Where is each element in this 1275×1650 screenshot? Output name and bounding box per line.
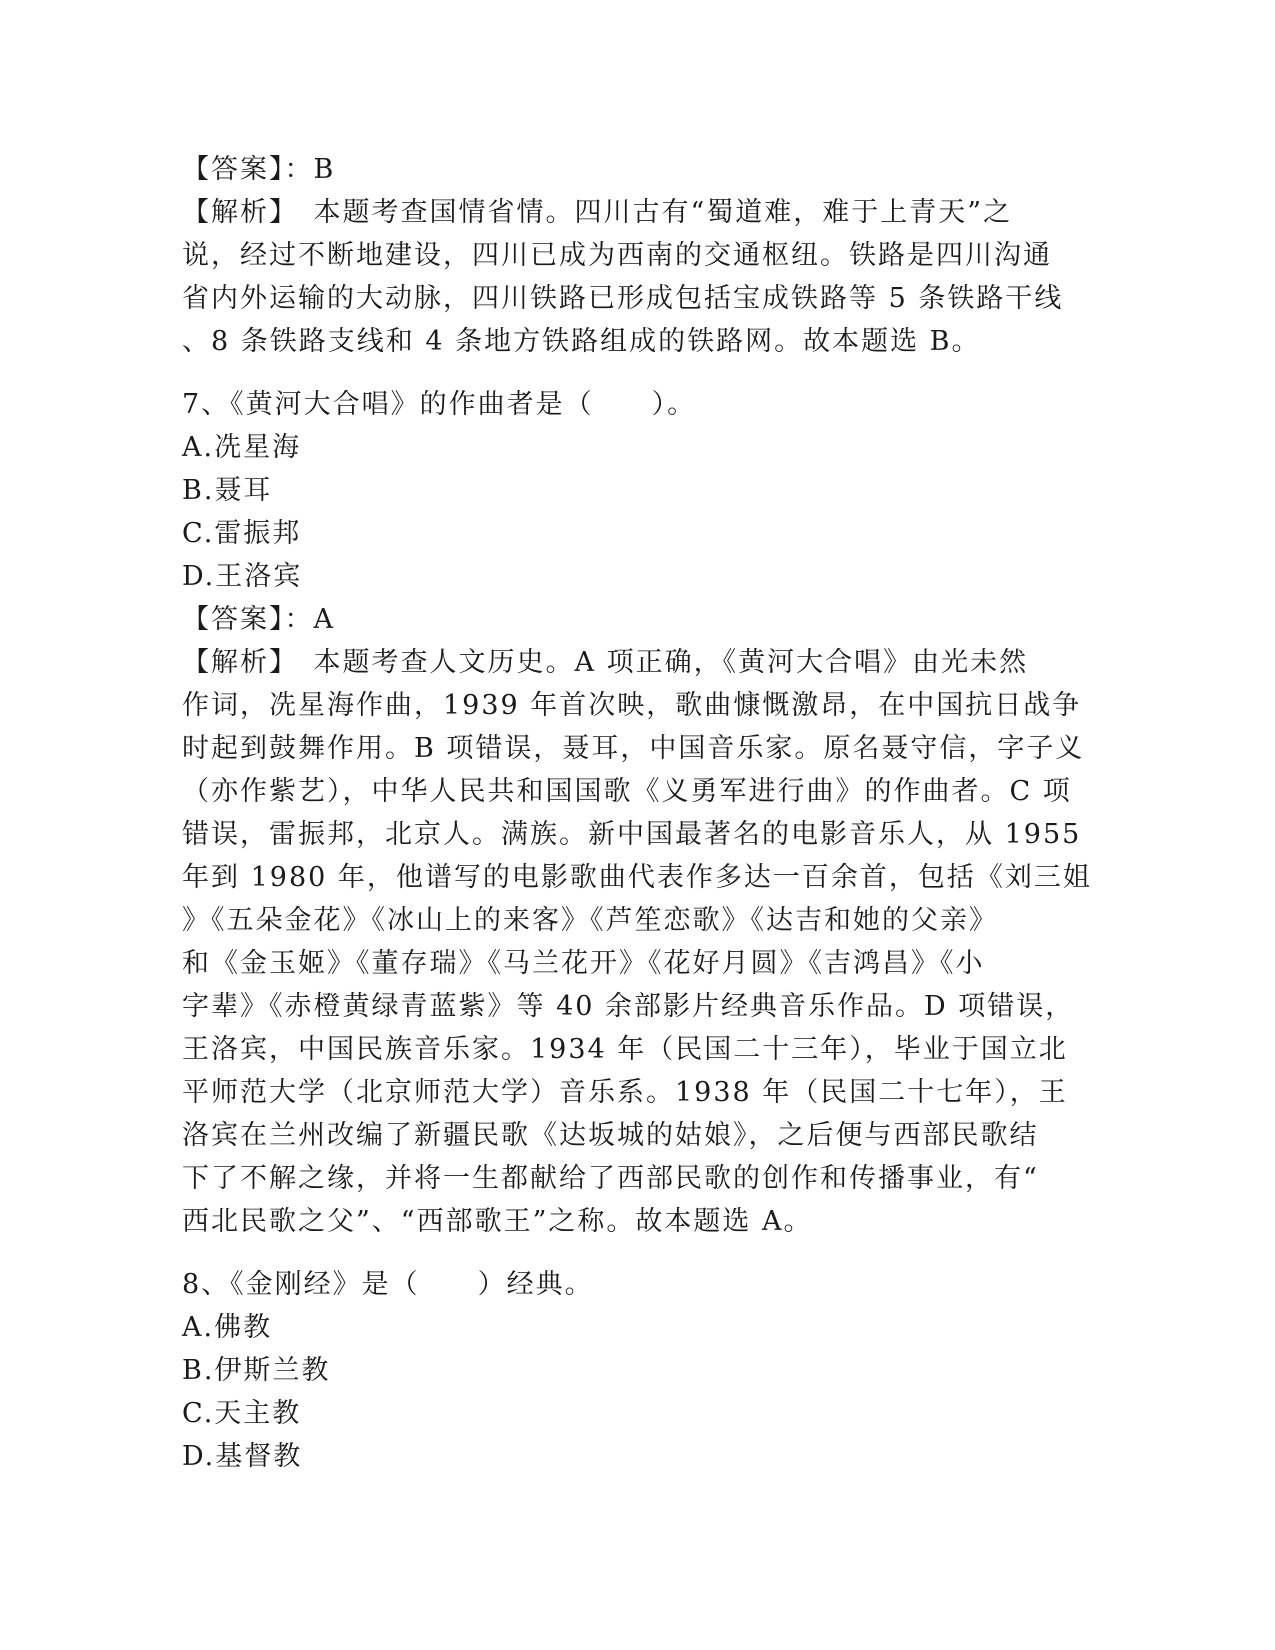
question-8-options [182, 1306, 1082, 1478]
option-b: B.伊斯兰教 [182, 1355, 331, 1386]
answer-line: 【答案】：B [182, 154, 336, 185]
explanation-line: 年到 1980 年，他谱写的电影歌曲代表作多达一百余首，包括《刘三姐 [182, 862, 1092, 893]
explanation-line: 和《金玉姬》《董存瑞》《马兰花开》《花好月圆》《吉鸿昌》《小 [182, 948, 985, 979]
explanation-line: 王洛宾，中国民族音乐家。1934 年（民国二十三年），毕业于国立北 [182, 1034, 1068, 1065]
explanation-line: 时起到鼓舞作用。B 项错误，聂耳，中国音乐家。原名聂守信，字子义 [182, 733, 1085, 764]
explanation-line: 洛宾在兰州改编了新疆民歌《达坂城的姑娘》，之后便与西部民歌结 [182, 1120, 1039, 1151]
question-7-options [182, 426, 1082, 598]
explanation-line: 》《五朵金花》《冰山上的来客》《芦笙恋歌》《达吉和她的父亲》 [182, 905, 998, 936]
explanation-line: 西北民歌之父”、“西部歌王”之称。故本题选 A。 [182, 1206, 813, 1237]
option-c: C.天主教 [182, 1398, 302, 1429]
answer-line: 【答案】：A [182, 604, 335, 635]
option-c: C.雷振邦 [182, 518, 302, 549]
option-a: A.冼星海 [182, 432, 302, 463]
question-8: 8、《金刚经》是（ ）经典。 [182, 1269, 594, 1300]
option-d: D.王洛宾 [182, 561, 303, 592]
explanation-line: 平师范大学（北京师范大学）音乐系。1938 年（民国二十七年），王 [182, 1077, 1068, 1108]
question-7: 7、《黄河大合唱》的作曲者是（ ）。 [182, 389, 697, 420]
explanation-line: 【解析】 本题考查国情省情。四川古有“蜀道难，难于上青天”之 [182, 197, 1013, 228]
explanation-line: 、8 条铁路支线和 4 条地方铁路组成的铁路网。故本题选 B。 [182, 326, 981, 357]
explanation-line: 作词，冼星海作曲，1939 年首次映，歌曲慷慨激昂，在中国抗日战争 [182, 690, 1082, 721]
explanation-line: 错误，雷振邦，北京人。满族。新中国最著名的电影音乐人，从 1955 [182, 819, 1082, 850]
option-b: B.聂耳 [182, 475, 273, 506]
explanation [182, 191, 1082, 363]
explanation-line: 字辈》《赤橙黄绿青蓝紫》等 40 余部影片经典音乐作品。D 项错误， [182, 991, 1075, 1022]
explanation [182, 641, 1092, 1243]
document-page [182, 148, 1092, 1478]
explanation-line: 下了不解之缘，并将一生都献给了西部民歌的创作和传播事业，有“ [182, 1163, 1039, 1194]
option-a: A.佛教 [182, 1312, 273, 1343]
option-d: D.基督教 [182, 1441, 303, 1472]
explanation-line: 省内外运输的大动脉，四川铁路已形成包括宝成铁路等 5 条铁路干线 [182, 283, 1064, 314]
explanation-line: 【解析】 本题考查人文历史。A 项正确，《黄河大合唱》由光未然 [182, 647, 1029, 678]
explanation-line: 说，经过不断地建设，四川已成为西南的交通枢纽。铁路是四川沟通 [182, 240, 1052, 271]
explanation-line: （亦作紫艺），中华人民共和国国歌《义勇军进行曲》的作曲者。C 项 [182, 776, 1072, 807]
